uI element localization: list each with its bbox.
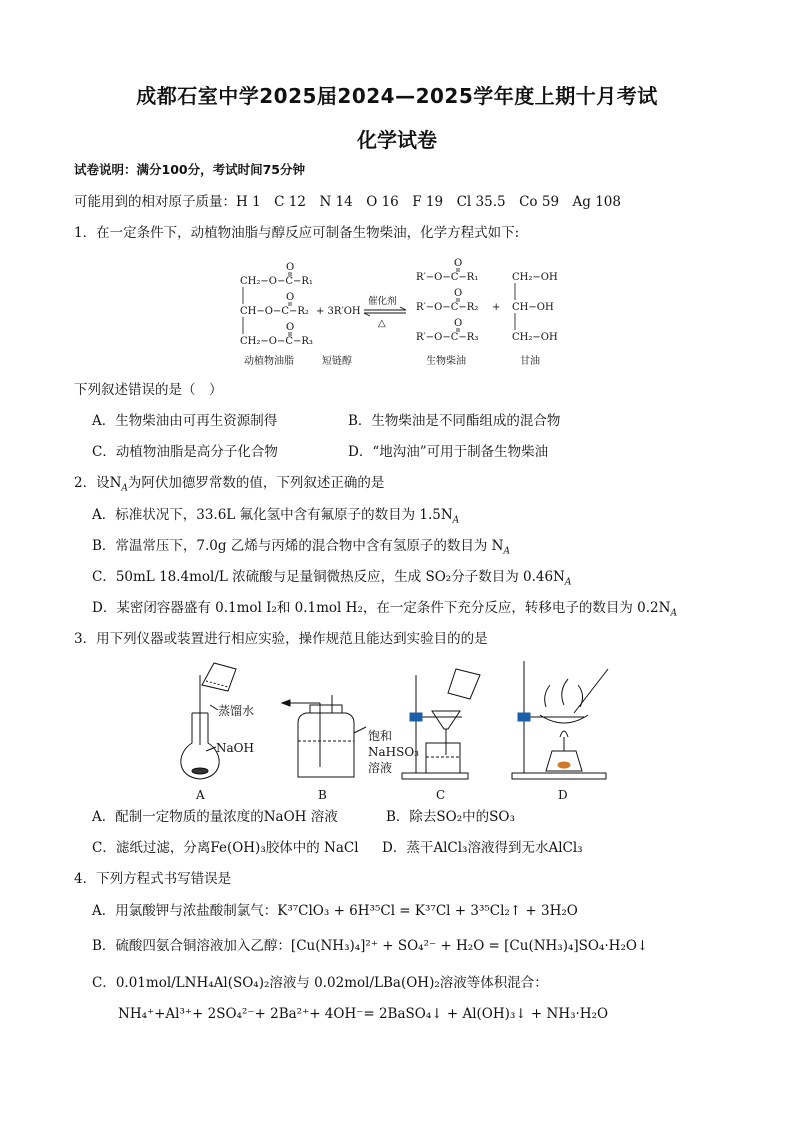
catalyst-label: 催化剂 <box>368 296 397 307</box>
q2-option-d <box>92 599 677 623</box>
label-water: 蒸馏水 <box>218 704 255 718</box>
plus-sign: + <box>492 302 501 313</box>
label-sat-3: 溶液 <box>368 761 393 775</box>
svg-text:CH₂−OH: CH₂−OH <box>512 332 558 343</box>
q3-apparatus-figure <box>170 655 630 805</box>
q2-stem-head: 2．设N <box>74 475 122 491</box>
svg-text:O: O <box>286 262 295 273</box>
q2-option-d-sub: A <box>670 608 677 619</box>
svg-text:CH₂−O−C−R₁: CH₂−O−C−R₁ <box>240 276 313 287</box>
exam-subtitle: 化学试卷 <box>357 128 437 152</box>
biodiesel-label: 生物柴油 <box>426 356 466 367</box>
apparatus-b-washing-bottle <box>282 695 366 777</box>
svg-text:CH₂−O−C−R₃: CH₂−O−C−R₃ <box>240 336 313 347</box>
label-naoh: NaOH <box>216 741 254 755</box>
q4-option-b-equation: [Cu(NH₃)₄]²⁺ + SO₄²⁻ + H₂O = [Cu(NH₃)₄]SO₄·H₂O↓ <box>290 938 649 954</box>
q4-stem: 4．下列方程式书写错误是 <box>74 871 232 887</box>
q1-stem: 1．在一定条件下，动植物油脂与醇反应可制备生物柴油，化学方程式如下: <box>74 225 520 241</box>
q4-option-c: C．0.01mol/LNH₄Al(SO₄)₂溶液与 0.02mol/LBa(OH)₂溶液等体积混合： <box>92 975 548 991</box>
apparatus-a-flask <box>181 663 236 779</box>
q1-option-a: A．生物柴油由可再生资源制得 <box>92 413 278 429</box>
q2-option-b-sub: A <box>503 546 510 557</box>
q2-stem-sub: A <box>121 483 128 494</box>
q1-reaction-diagram <box>230 252 570 372</box>
glycerol-label: 甘油 <box>520 356 540 367</box>
reagent-text: + 3R′OH <box>316 306 361 317</box>
q2-option-c-sub: A <box>564 577 572 588</box>
q3-stem: 3．用下列仪器或装置进行相应实验，操作规范且能达到实验目的的是 <box>74 631 488 647</box>
q1-option-b: B．生物柴油是不同酯组成的混合物 <box>348 413 561 429</box>
q1-ask: 下列叙述错误的是（ ） <box>74 382 223 398</box>
svg-text:CH−O−C−R₂: CH−O−C−R₂ <box>240 306 309 317</box>
q3-option-c: C．滤纸过滤，分离Fe(OH)₃胶体中的 NaCl <box>92 840 359 856</box>
exam-title: 成都石室中学2025届2024—2025学年度上期十月考试 <box>136 84 658 108</box>
q3-option-b: B．除去SO₂中的SO₃ <box>386 809 515 825</box>
q2-option-b <box>92 537 510 561</box>
fat-label: 动植物油脂 <box>244 356 294 367</box>
svg-text:CH−OH: CH−OH <box>512 302 554 313</box>
atomic-masses: 可能用到的相对原子质量：H 1 C 12 N 14 O 16 F 19 Cl 35.5 Co 59 Ag 108 <box>74 194 621 210</box>
q4-option-c-equation: NH₄⁺+Al³⁺+ 2SO₄²⁻+ 2Ba²⁺+ 4OH⁻= 2BaSO₄↓ + Al(OH)₃↓ + NH₃·H₂O <box>118 1006 609 1022</box>
svg-text:R′−O−C−R₃: R′−O−C−R₃ <box>416 332 479 343</box>
q1-option-c: C．动植物油脂是高分子化合物 <box>92 444 278 460</box>
q4-option-b-prefix: B．硫酸四氨合铜溶液加入乙醇： <box>92 938 291 954</box>
label-a: A <box>196 788 205 802</box>
label-d: D <box>558 788 568 802</box>
apparatus-d-evaporation <box>512 661 608 779</box>
apparatus-c-filtration <box>402 669 480 779</box>
q4-option-a-prefix: A．用氯酸钾与浓盐酸制氯气： <box>92 903 278 919</box>
q2-option-a-text: A．标准状况下，33.6L 氟化氢中含有氟原子的数目为 1.5N <box>92 507 453 523</box>
alcohol-label: 短链醇 <box>322 356 352 367</box>
heat-symbol: △ <box>378 318 386 329</box>
svg-text:CH₂−OH: CH₂−OH <box>512 272 558 283</box>
q4-option-b <box>92 937 648 955</box>
q1-option-d: D．“地沟油”可用于制备生物柴油 <box>348 444 549 460</box>
q3-option-a: A．配制一定物质的量浓度的NaOH 溶液 <box>92 809 338 825</box>
q2-option-c-text: C．50mL 18.4mol/L 浓硫酸与足量铜微热反应，生成 SO₂分子数目为 0.46N <box>92 569 565 585</box>
q4-option-a <box>92 902 578 920</box>
label-sat-2: NaHSO₃ <box>368 745 419 759</box>
q2-option-d-text: D．某密闭容器盛有 0.1mol I₂和 0.1mol H₂，在一定条件下充分反应，转移电子的数目为 0.2N <box>92 600 671 616</box>
svg-text:R′−O−C−R₂: R′−O−C−R₂ <box>416 302 479 313</box>
svg-text:O: O <box>454 318 463 329</box>
svg-text:O: O <box>286 292 295 303</box>
q2-option-c <box>92 568 571 592</box>
label-b: B <box>318 788 327 802</box>
svg-text:R′−O−C−R₁: R′−O−C−R₁ <box>416 272 479 283</box>
q2-option-b-text: B．常温常压下，7.0g 乙烯与丙烯的混合物中含有氢原子的数目为 N <box>92 538 504 554</box>
svg-text:O: O <box>454 288 463 299</box>
q2-option-a <box>92 506 459 530</box>
q3-option-d: D．蒸干AlCl₃溶液得到无水AlCl₃ <box>382 840 583 856</box>
q2-option-a-sub: A <box>452 515 460 526</box>
q2-stem <box>74 474 384 498</box>
label-sat-1: 饱和 <box>368 729 393 743</box>
q4-option-a-equation: K³⁷ClO₃ + 6H³⁵Cl = K³⁷Cl + 3³⁵Cl₂↑ + 3H₂O <box>277 903 578 919</box>
exam-note: 试卷说明：满分100分，考试时间75分钟 <box>74 162 305 177</box>
svg-text:O: O <box>286 322 295 333</box>
q2-stem-tail: 为阿伏加德罗常数的值，下列叙述正确的是 <box>127 475 385 491</box>
svg-text:O: O <box>454 258 463 269</box>
label-c: C <box>436 788 446 802</box>
